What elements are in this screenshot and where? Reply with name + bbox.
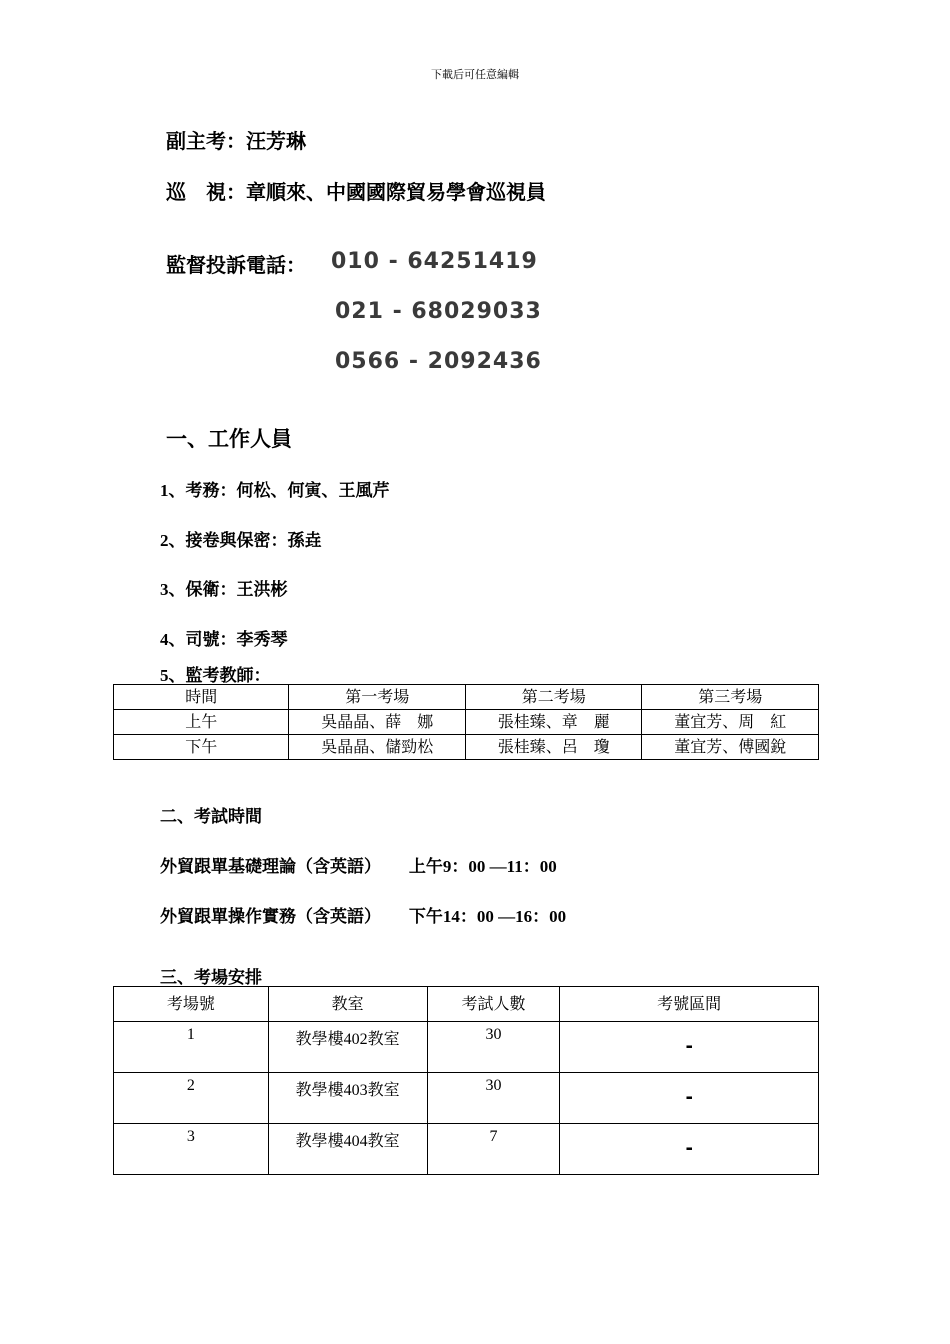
- item-label: 、司號：: [168, 630, 237, 650]
- table-header-row: [114, 685, 819, 710]
- table-row: [114, 710, 819, 735]
- classroom-cell: 教學樓402教室: [268, 1022, 427, 1073]
- exam-period: 下午: [408, 907, 443, 927]
- table-row: [114, 1073, 819, 1124]
- table-cell: 下午: [114, 735, 289, 760]
- id-range-cell: -: [560, 1073, 819, 1124]
- table-cell: 張桂臻、呂 瓊: [465, 735, 642, 760]
- table-header-cell: 第一考場: [289, 685, 466, 710]
- table-row: [114, 735, 819, 760]
- item-label: 、接卷與保密：: [168, 531, 288, 551]
- staff-item-bugler: [160, 625, 288, 650]
- room-number-cell: 1: [114, 1022, 269, 1073]
- exam-room-table: [113, 986, 819, 1175]
- table-cell: 上午: [114, 710, 289, 735]
- deputy-name: 汪芳琳: [246, 129, 306, 153]
- section3-title: 三、考場安排: [160, 968, 262, 988]
- item-number: 4: [160, 630, 169, 649]
- headcount-cell: 7: [427, 1124, 560, 1175]
- item-value: 王洪彬: [236, 580, 288, 600]
- table-cell: 張桂臻、章 麗: [465, 710, 642, 735]
- item-value: 孫垚: [287, 531, 322, 551]
- exam-schedule-row: [160, 852, 557, 877]
- table-row: [114, 1022, 819, 1073]
- id-range-cell: -: [560, 1022, 819, 1073]
- inspector-label: 巡 視：: [166, 180, 246, 204]
- classroom-cell: 教學樓403教室: [268, 1073, 427, 1124]
- table-header-cell: 第二考場: [465, 685, 642, 710]
- table-cell: 吳晶晶、儲勁松: [289, 735, 466, 760]
- inspector-line: [166, 176, 546, 205]
- inspector-name: 章順來、中國國際貿易學會巡視員: [246, 180, 546, 204]
- exam-time: 9：00 —11：00: [442, 857, 557, 876]
- item-label: 、監考教師：: [168, 666, 271, 686]
- proctor-table: [113, 684, 819, 760]
- exam-period: 上午: [408, 857, 443, 877]
- item-number: 3: [160, 580, 169, 599]
- staff-item-papers: [160, 526, 322, 551]
- room-number-cell: 2: [114, 1073, 269, 1124]
- id-range-cell: -: [560, 1124, 819, 1175]
- table-header-cell: 教室: [268, 987, 427, 1022]
- staff-item-security: [160, 575, 288, 600]
- exam-name: 外貿跟單基礎理論（含英語）: [160, 857, 381, 877]
- room-number-cell: 3: [114, 1124, 269, 1175]
- deputy-label: 副主考：: [166, 129, 246, 153]
- table-header-cell: 第三考場: [642, 685, 819, 710]
- table-header-row: [114, 987, 819, 1022]
- item-number: 1: [160, 481, 169, 500]
- table-header-cell: 時間: [114, 685, 289, 710]
- table-header-cell: 考場號: [114, 987, 269, 1022]
- item-number: 5: [160, 666, 169, 685]
- headcount-cell: 30: [427, 1022, 560, 1073]
- phone-number-2: 021 - 68029033: [335, 299, 542, 324]
- item-value: 李秀琴: [236, 630, 288, 650]
- headcount-cell: 30: [427, 1073, 560, 1124]
- item-label: 、保衛：: [168, 580, 237, 600]
- exam-time: 14：00 —16：00: [442, 907, 567, 926]
- classroom-cell: 教學樓404教室: [268, 1124, 427, 1175]
- table-cell: 董宜芳、周 紅: [642, 710, 819, 735]
- exam-schedule-row: [160, 902, 566, 927]
- exam-name: 外貿跟單操作實務（含英語）: [160, 907, 381, 927]
- item-label: 、考務：: [168, 481, 237, 501]
- table-row: [114, 1124, 819, 1175]
- item-value: 何松、何寅、王風芹: [236, 481, 390, 501]
- hotline-label: 監督投訴電話：: [166, 253, 306, 277]
- table-cell: 吳晶晶、薛 娜: [289, 710, 466, 735]
- item-number: 2: [160, 531, 169, 550]
- phone-number-3: 0566 - 2092436: [335, 349, 542, 374]
- table-cell: 董宜芳、傅國銳: [642, 735, 819, 760]
- staff-item-affairs: [160, 476, 390, 501]
- phone-number-1: 010 - 64251419: [331, 249, 538, 274]
- table-header-cell: 考試人數: [427, 987, 560, 1022]
- section2-title: 二、考試時間: [160, 807, 262, 827]
- proctor-heading: [160, 661, 271, 686]
- section1-title: 一、工作人員: [166, 427, 292, 451]
- table-header-cell: 考號區間: [560, 987, 819, 1022]
- page-header-note: 下載后可任意編輯: [431, 68, 519, 81]
- deputy-examiner-line: [166, 125, 306, 154]
